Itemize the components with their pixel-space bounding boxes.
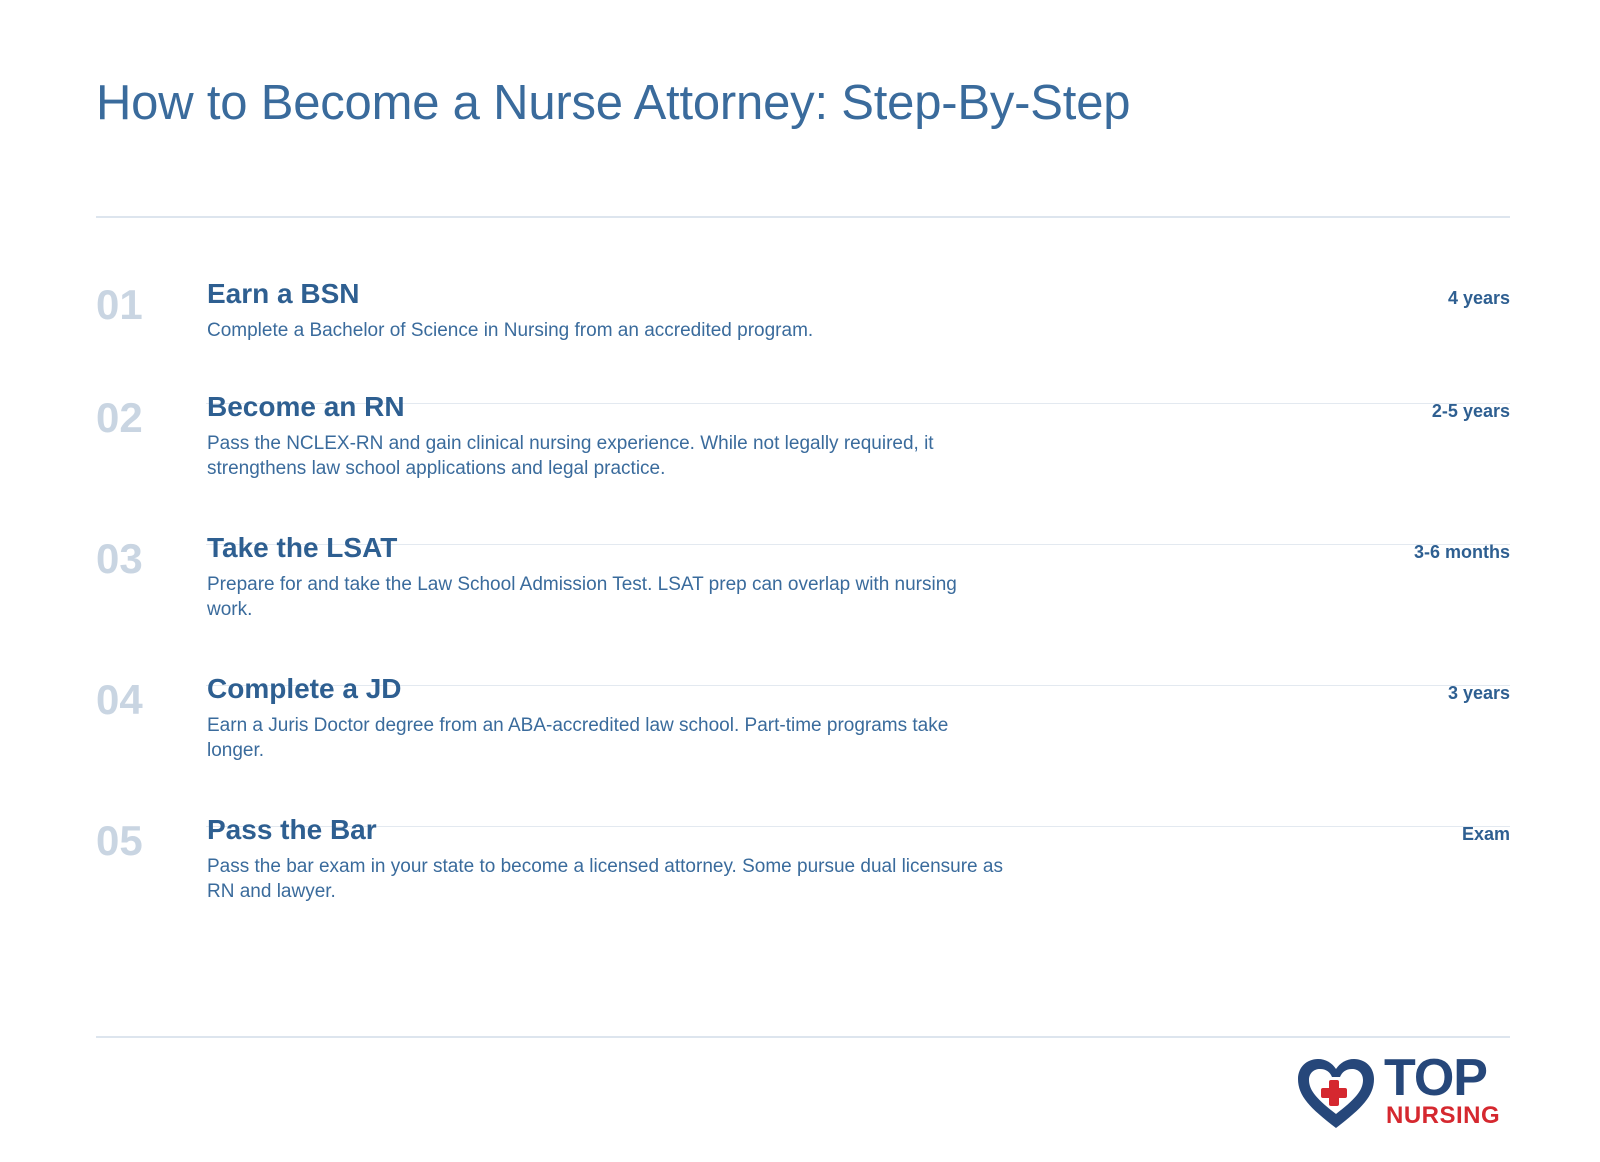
step-title: Complete a JD [207,673,402,704]
step-duration: Exam [1461,824,1510,844]
step-description: Pass the NCLEX-RN and gain clinical nursing experience. While not legally required, it strengthens law school applications and legal practice. [207,433,934,479]
page-title: How to Become a Nurse Attorney: Step-By-Step [96,76,1131,130]
top-nursing-logo [1296,1049,1510,1130]
step-number: 01 [96,281,143,328]
step-title: Earn a BSN [207,278,360,309]
step-divider [206,826,1510,827]
step-divider [206,685,1510,686]
step-duration: 3-6 months [1413,542,1510,562]
step-divider [206,544,1510,545]
step-duration: 2-5 years [1431,401,1510,421]
step-number: 03 [96,535,143,582]
top-divider [96,216,1510,218]
heart-cross-icon [1296,1058,1376,1130]
step-duration: 3 years [1447,683,1510,703]
step-description: Earn a Juris Doctor degree from an ABA-accredited law school. Part-time programs take longer. [207,715,949,761]
step-title: Pass the Bar [207,814,377,845]
bottom-divider [96,1036,1510,1038]
logo-nursing-text: NURSING [1386,1102,1501,1129]
step-description: Pass the bar exam in your state to become a licensed attorney. Some pursue dual licensure as RN and lawyer. [207,856,1003,902]
step-title: Take the LSAT [207,532,398,563]
step-description: Prepare for and take the Law School Admission Test. LSAT prep can overlap with nursing work. [207,574,957,620]
logo-top-text: TOP [1384,1049,1487,1107]
step-number: 04 [96,676,143,723]
step-number: 05 [96,817,143,864]
step-number: 02 [96,394,143,441]
step-duration: 4 years [1447,288,1510,308]
step-description: Complete a Bachelor of Science in Nursing from an accredited program. [207,320,814,341]
step-title: Become an RN [207,391,405,422]
